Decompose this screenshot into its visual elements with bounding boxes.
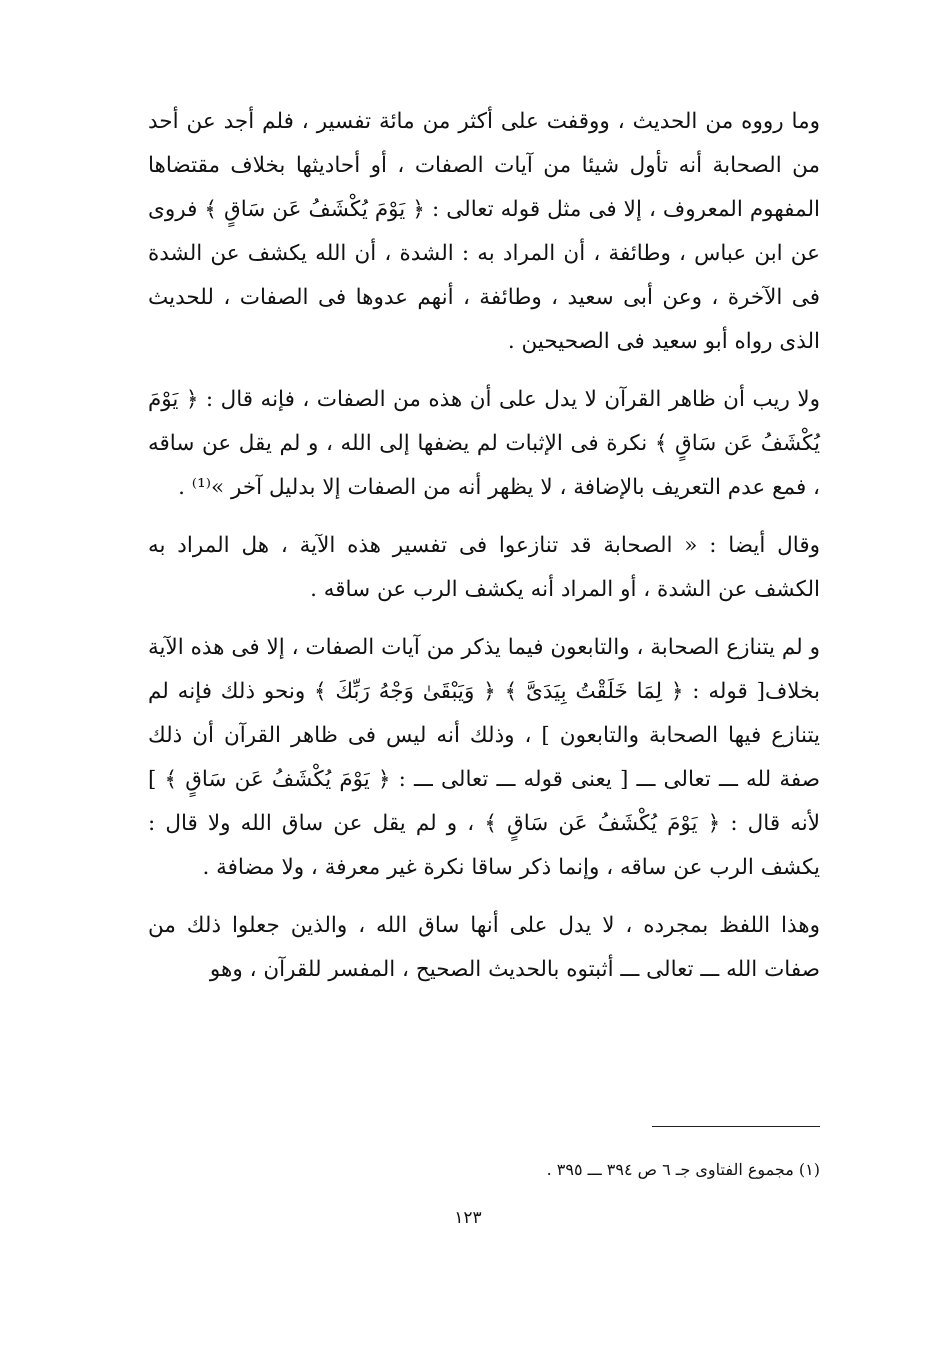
paragraph-2: ولا ريب أن ظاهر القرآن لا يدل على أن هذه من الصفات ، فإنه قال : ﴿ يَوْمَ يُكْشَفُ عَن سَاقٍ ﴾ نكرة فى الإثبات لم يضفها إلى الله ، و لم يقل عن ساقه ، فمع عدم التعريف بالإضافة ، لا يظهر أنه من الصفات إلا بدليل آخر »⁽¹⁾ . [148, 387, 820, 500]
paragraph-5: وهذا اللفظ بمجرده ، لا يدل على أنها ساق الله ، والذين جعلوا ذلك من صفات الله ـــ تعالى ـــ أثبتوه بالحديث الصحيح ، المفسر للقرآن ، وهو [148, 913, 820, 982]
paragraph-3: وقال أيضا : « الصحابة قد تنازعوا فى تفسير هذه الآية ، هل المراد به الكشف عن الشدة ، أو المراد أنه يكشف الرب عن ساقه . [148, 533, 820, 602]
footnote-divider [652, 1126, 820, 1127]
page-body [148, 100, 820, 992]
page-number: ١٢٣ [454, 1208, 482, 1228]
paragraph-1: وما رووه من الحديث ، ووقفت على أكثر من مائة تفسير ، فلم أجد عن أحد من الصحابة أنه تأول شيئا من آيات الصفات ، أو أحاديثها بخلاف مقتضاها المفهوم المعروف ، إلا فى مثل قوله تعالى : ﴿ يَوْمَ يُكْشَفُ عَن سَاقٍ ﴾ فروى عن ابن عباس ، وطائفة ، أن المراد به : الشدة ، أن الله يكشف عن الشدة فى الآخرة ، وعن أبى سعيد ، وطائفة ، أنهم عدوها فى الصفات ، للحديث الذى رواه أبو سعيد فى الصحيحين . [148, 109, 820, 354]
paragraph-4: و لم يتنازع الصحابة ، والتابعون فيما يذكر من آيات الصفات ، إلا فى هذه الآية بخلاف[ قوله : ﴿ لِمَا خَلَقْتُ بِيَدَىَّ ﴾ ﴿ وَيَبْقَىٰ وَجْهُ رَبِّكَ ﴾ ونحو ذلك فإنه لم يتنازع فيها الصحابة والتابعون ] ، وذلك أنه ليس فى ظاهر القرآن أن ذلك صفة لله ـــ تعالى ـــ [ يعنى قوله ـــ تعالى ـــ : ﴿ يَوْمَ يُكْشَفُ عَن سَاقٍ ﴾ ] لأنه قال : ﴿ يَوْمَ يُكْشَفُ عَن سَاقٍ ﴾ ، و لم يقل عن ساق الله ولا قال : يكشف الرب عن ساقه ، وإنما ذكر ساقا نكرة غير معرفة ، ولا مضافة . [148, 635, 820, 880]
footnote: (١) مجموع الفتاوى جـ ٦ ص ٣٩٤ ـــ ٣٩٥ . [546, 1160, 820, 1179]
